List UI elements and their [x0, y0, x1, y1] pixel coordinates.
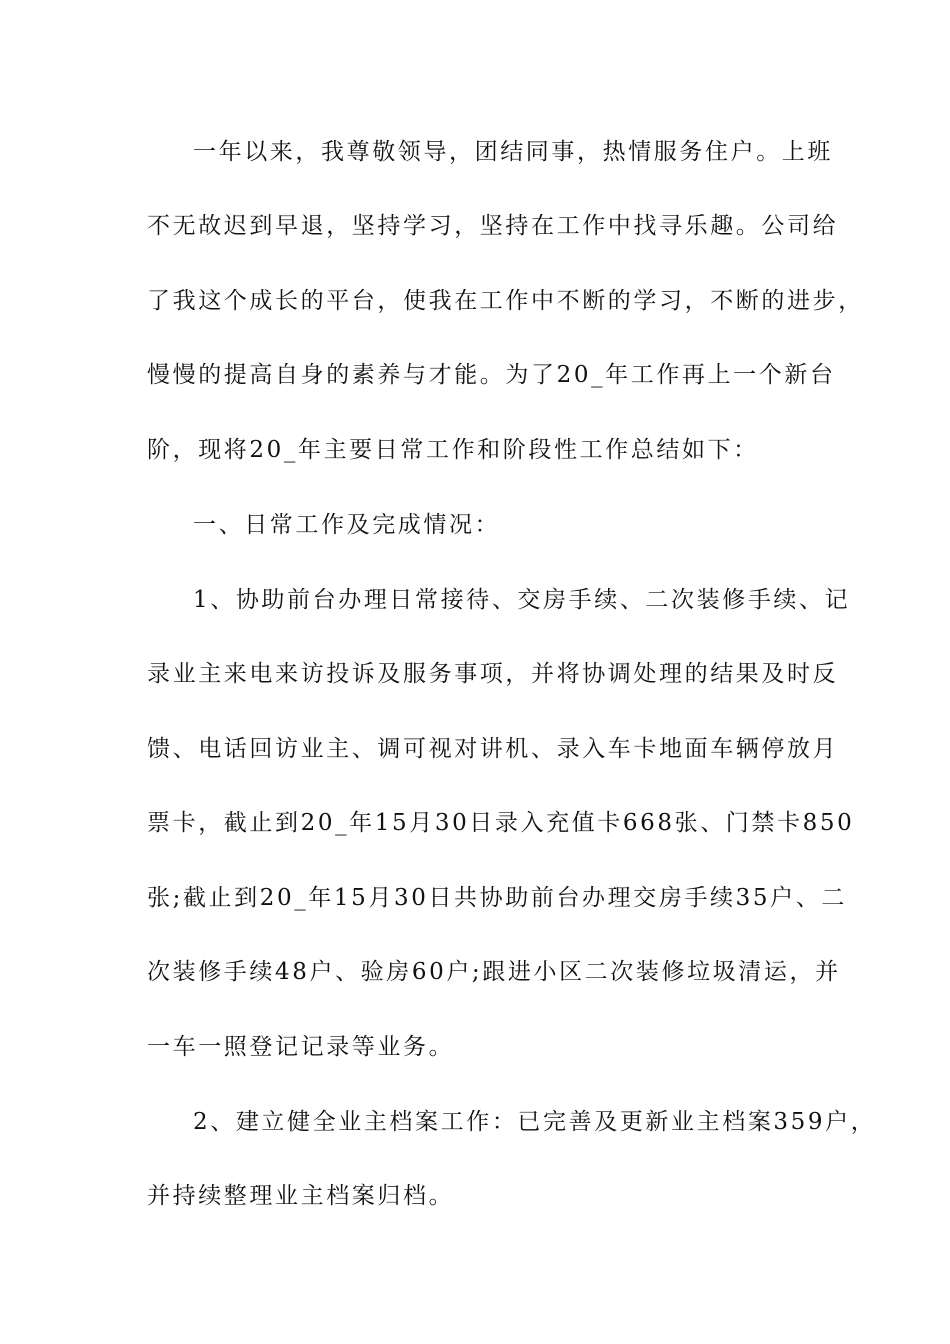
item-1-line-5: 张;截止到20_年15月30日共协助前台办理交房手续35户、二	[147, 885, 847, 911]
item-1-line-1: 1、协助前台办理日常接待、交房手续、二次装修手续、记	[193, 587, 851, 613]
item-2-line-1: 2、建立健全业主档案工作：已完善及更新业主档案359户，	[193, 1109, 877, 1135]
paragraph-1-line-1: 一年以来，我尊敬领导，团结同事，热情服务住户。上班	[193, 139, 833, 165]
paragraph-1-line-2: 不无故迟到早退，坚持学习，坚持在工作中找寻乐趣。公司给	[147, 213, 839, 239]
item-1-line-4: 票卡，截止到20_年15月30日录入充值卡668张、门禁卡850	[147, 810, 855, 836]
paragraph-1-line-3: 了我这个成长的平台，使我在工作中不断的学习，不断的进步，	[147, 288, 864, 314]
section-heading: 一、日常工作及完成情况：	[193, 512, 501, 538]
item-2-line-2: 并持续整理业主档案归档。	[147, 1183, 455, 1209]
item-1-line-7: 一车一照登记记录等业务。	[147, 1034, 455, 1060]
item-1-line-2: 录业主来电来访投诉及服务事项，并将协调处理的结果及时反	[147, 661, 839, 687]
item-1-line-3: 馈、电话回访业主、调可视对讲机、录入车卡地面车辆停放月	[147, 736, 839, 762]
item-1-line-6: 次装修手续48户、验房60户;跟进小区二次装修垃圾清运，并	[147, 959, 841, 985]
paragraph-1-line-4: 慢慢的提高自身的素养与才能。为了20_年工作再上一个新台	[147, 362, 836, 388]
paragraph-1-line-5: 阶，现将20_年主要日常工作和阶段性工作总结如下：	[147, 437, 759, 463]
